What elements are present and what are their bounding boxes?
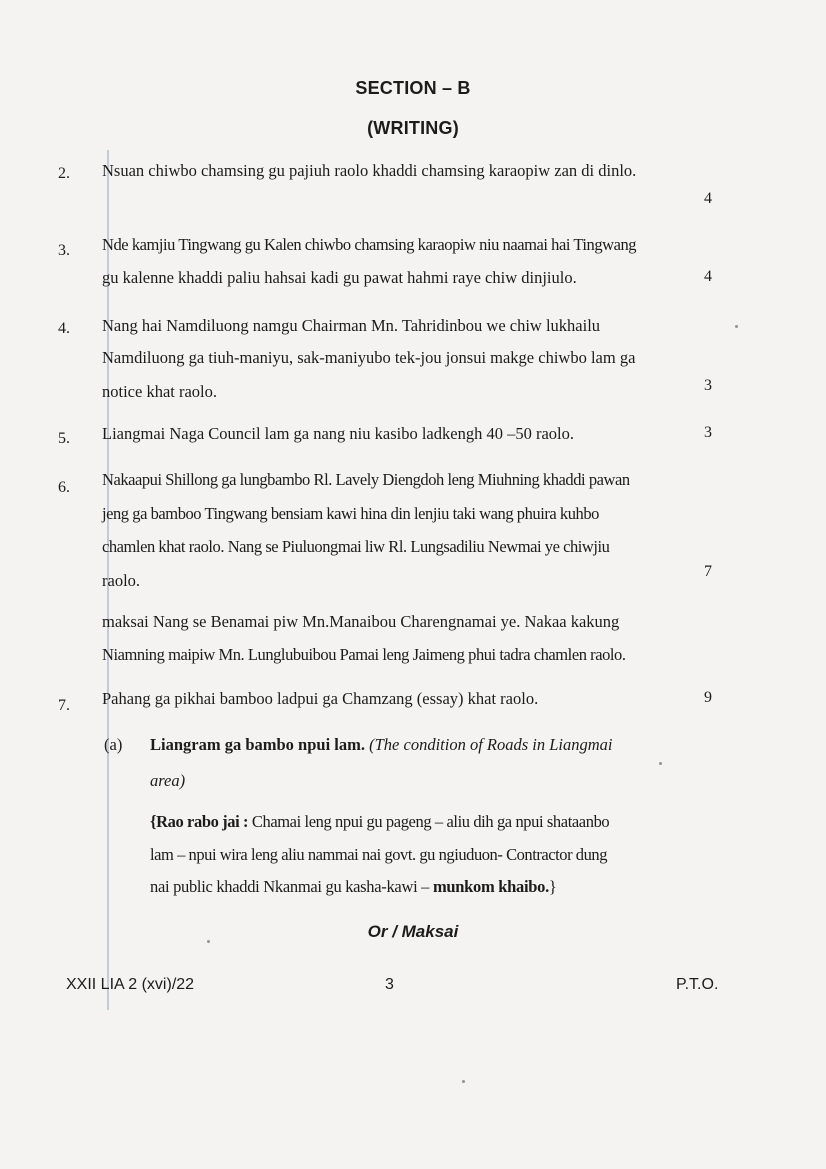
question-text-line: jeng ga bamboo Tingwang bensiam kawi hina din lenjiu taki wang phuira kuhbo <box>102 504 599 523</box>
question-text-line: Namdiluong ga tiuh-maniyu, sak-maniyubo tek-jou jonsui makge chiwbo lam ga <box>102 348 636 367</box>
essay-hint-label: {Rao rabo jai : <box>150 812 249 831</box>
essay-hint-emphasis: munkom khaibo. <box>432 877 549 896</box>
question-text-line: Nang hai Namdiluong namgu Chairman Mn. Tahridinbou we chiw lukhailu <box>102 316 601 335</box>
essay-hint-text: Chamai leng npui gu pageng – aliu dih ga npui shataanbo <box>251 812 610 831</box>
question-number: 3. <box>58 242 70 259</box>
question-number: 5. <box>58 430 70 447</box>
essay-hint-text: nai public khaddi Nkanmai gu kasha-kawi – <box>150 877 430 896</box>
alternative-text-line: Niamning maipiw Mn. Lunglubuibou Pamai leng Jaimeng phui tadra chamlen raolo. <box>102 645 626 664</box>
sub-question-label: (a) <box>104 735 123 754</box>
scan-speck <box>207 940 210 943</box>
essay-topic-italic: (The condition of Roads in Liangmai <box>369 735 613 754</box>
question-number: 6. <box>58 479 70 496</box>
section-title: SECTION – B <box>355 78 471 98</box>
question-text-line: Liangmai Naga Council lam ga nang niu kasibo ladkengh 40 –50 raolo. <box>102 424 574 443</box>
pto-label: P.T.O. <box>676 976 719 993</box>
scan-speck <box>462 1080 465 1083</box>
question-number: 2. <box>58 165 70 182</box>
essay-hint-close: } <box>548 877 557 896</box>
essay-hint-line <box>150 877 557 897</box>
question-text-line: raolo. <box>102 571 141 590</box>
or-maksai-divider: Or / Maksai <box>367 922 459 941</box>
essay-topic-italic-cont: area) <box>150 771 186 790</box>
question-text-line: Pahang ga pikhai bamboo ladpui ga Chamzang (essay) khat raolo. <box>102 689 539 708</box>
question-marks: 7 <box>704 563 712 580</box>
alternative-text-line: maksai Nang se Benamai piw Mn.Manaibou Charengnamai ye. Nakaa kakung <box>102 612 620 631</box>
question-marks: 4 <box>704 190 712 207</box>
scan-speck <box>659 762 662 765</box>
paper-code: XXII LIA 2 (xvi)/22 <box>66 976 195 993</box>
question-text-line: gu kalenne khaddi paliu hahsai kadi gu pawat hahmi raye chiw dinjiulo. <box>102 268 577 287</box>
question-number: 4. <box>58 320 70 337</box>
question-marks: 3 <box>704 424 712 441</box>
essay-hint-line <box>150 812 609 832</box>
section-subtitle: (WRITING) <box>367 118 459 138</box>
essay-topic-title <box>150 735 613 755</box>
question-marks: 9 <box>704 689 712 706</box>
essay-hint-line: lam – npui wira leng aliu nammai nai govt. gu ngiuduon- Contractor dung <box>150 845 607 864</box>
question-text-line: notice khat raolo. <box>102 382 218 401</box>
question-number: 7. <box>58 697 70 714</box>
question-text-line: Nakaapui Shillong ga lungbambo Rl. Lavely Diengdoh leng Miuhning khaddi pawan <box>102 470 630 489</box>
question-text-line: Nsuan chiwbo chamsing gu pajiuh raolo khaddi chamsing karaopiw zan di dinlo. <box>102 161 637 180</box>
question-text-line: chamlen khat raolo. Nang se Piuluongmai liw Rl. Lungsadiliu Newmai ye chiwjiu <box>102 537 610 556</box>
essay-topic-bold: Liangram ga bambo npui lam. <box>150 735 365 754</box>
question-marks: 3 <box>704 377 712 394</box>
scan-speck <box>735 325 738 328</box>
question-marks: 4 <box>704 268 712 285</box>
question-text-line: Nde kamjiu Tingwang gu Kalen chiwbo chamsing karaopiw niu naamai hai Tingwang <box>102 235 637 254</box>
page-number: 3 <box>385 976 394 993</box>
